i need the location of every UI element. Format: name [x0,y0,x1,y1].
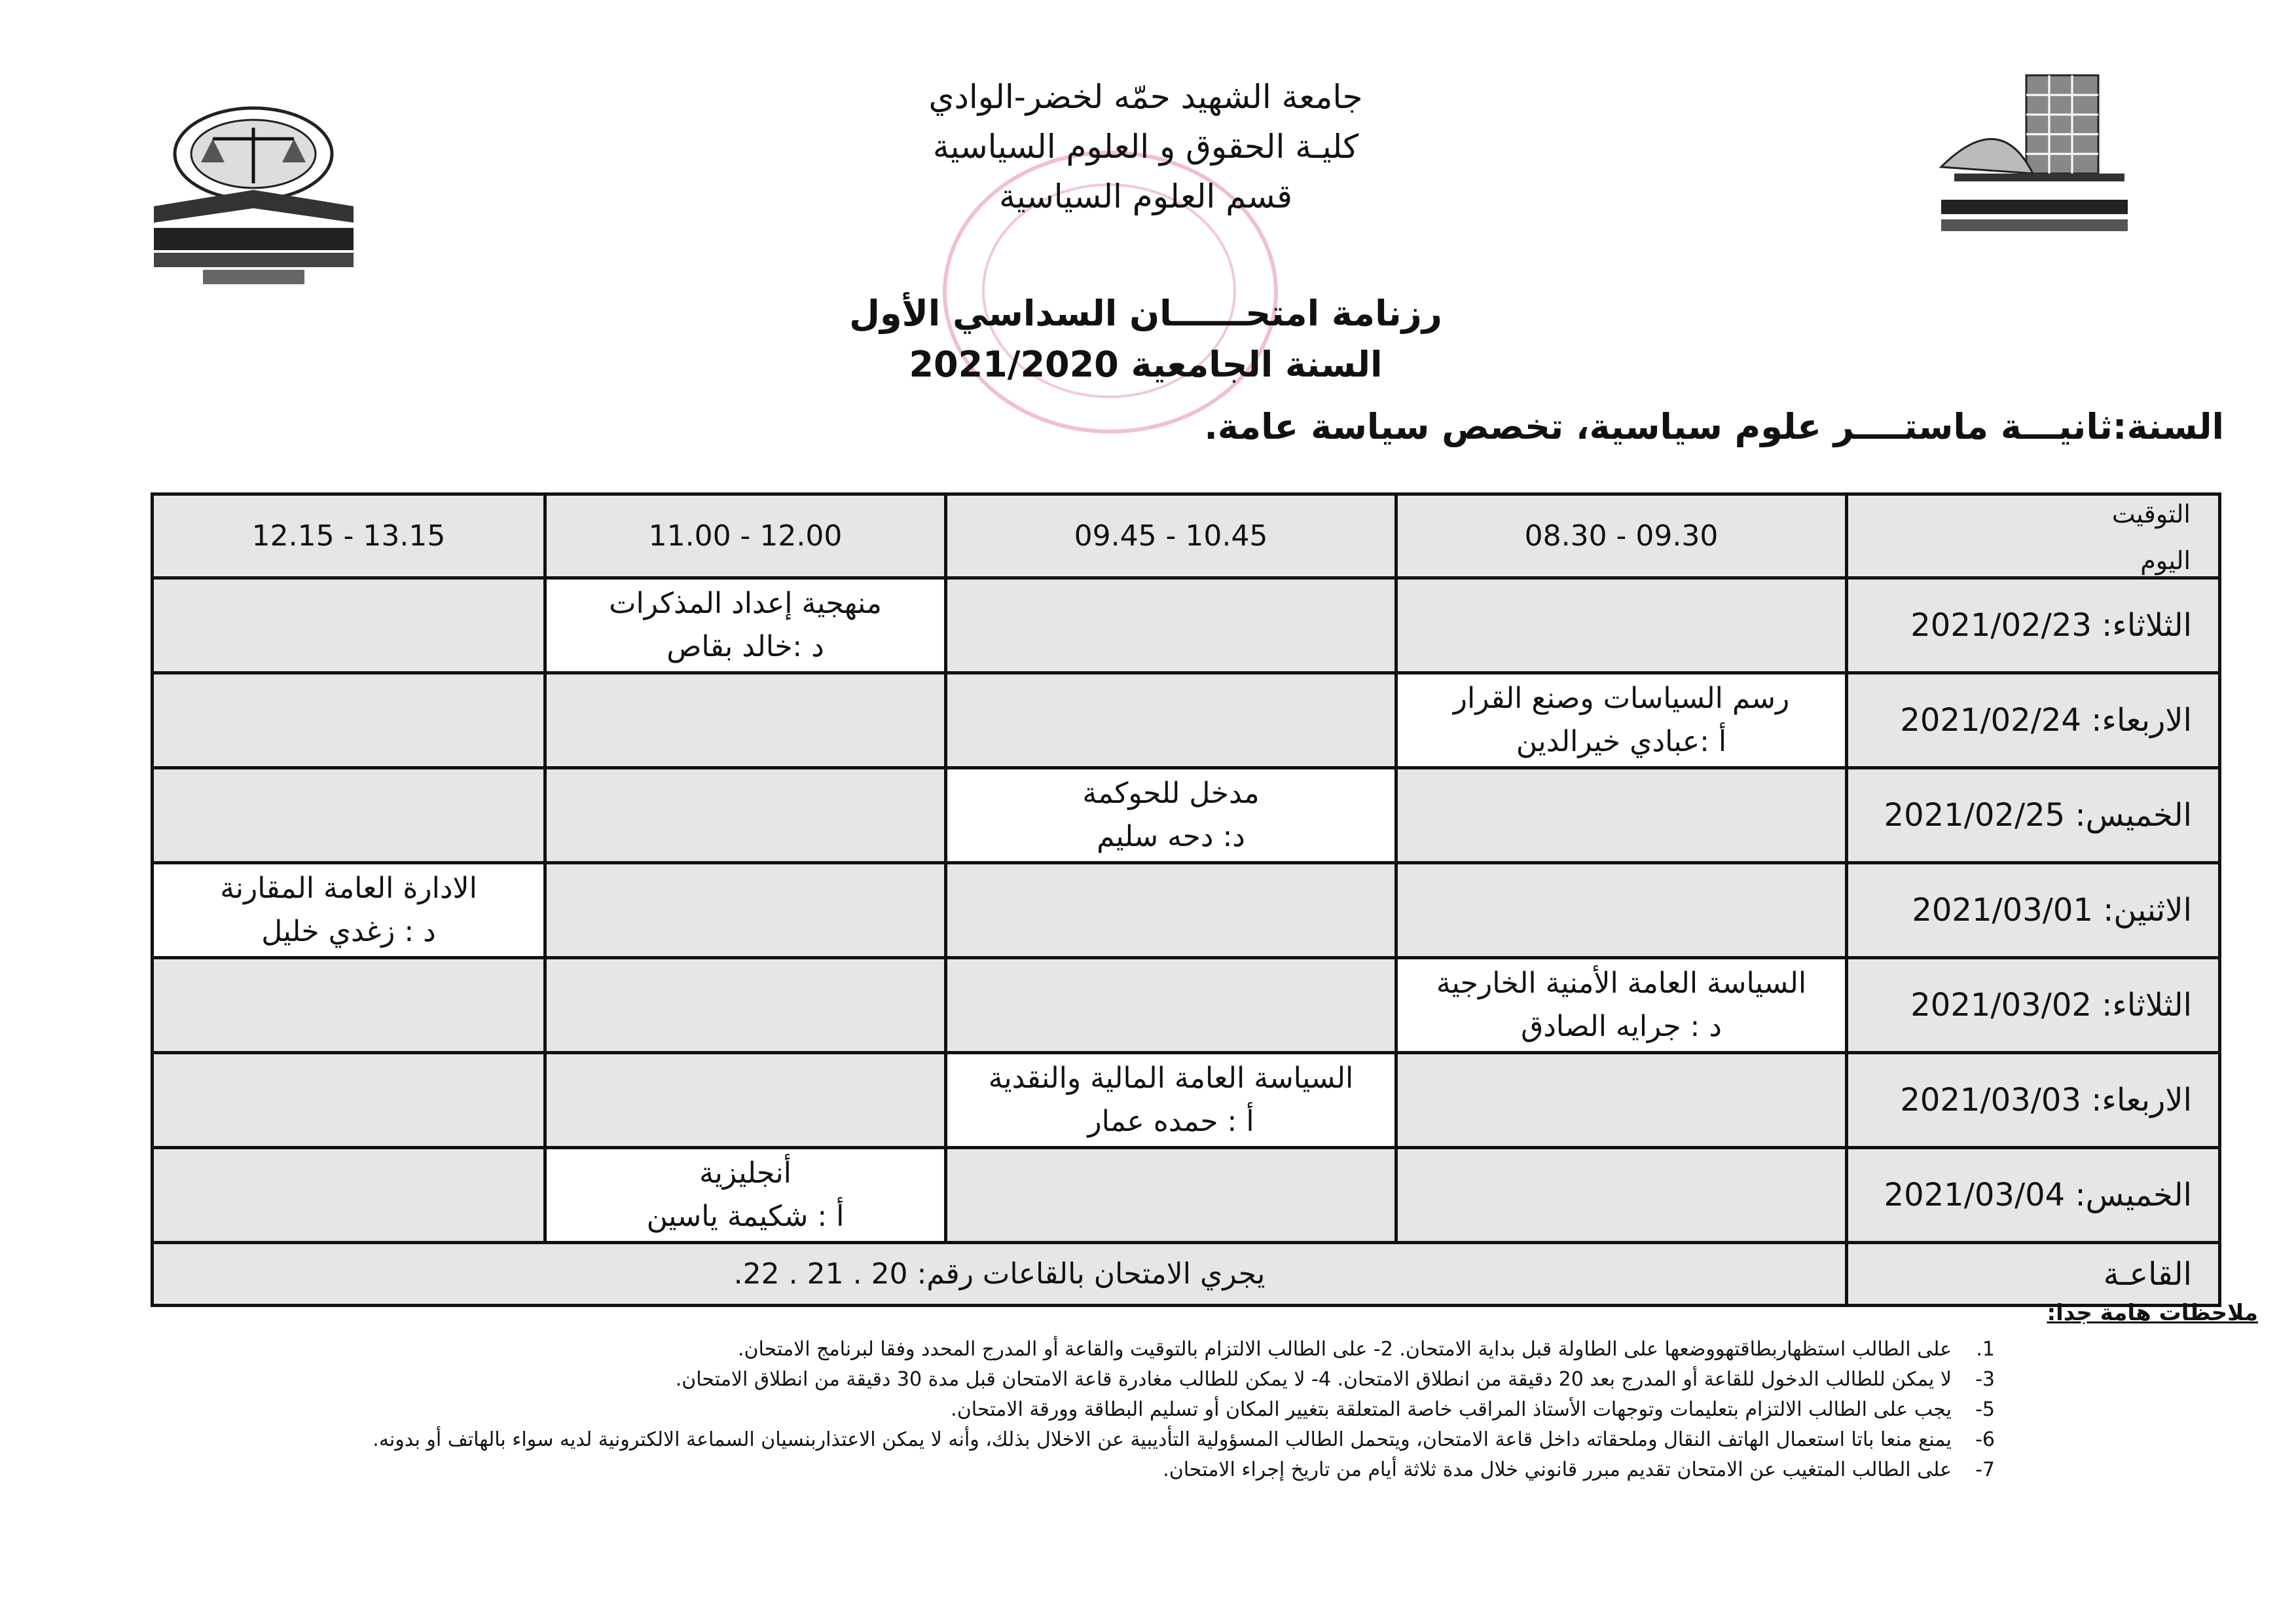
time-slot-2: 10.45 - 09.45 [946,494,1396,578]
empty-cell [545,673,946,768]
faculty-logo [141,92,367,291]
exam-teacher: د: دحه سليم [1097,820,1245,853]
empty-cell [1396,1148,1847,1243]
table-row [153,673,2220,768]
corner-cell [1847,494,2220,578]
hall-text: يجري الامتحان بالقاعات رقم: 20 . 21 . 22. [153,1243,1847,1306]
note-text: على الطالب استظهاربطاقتهووضعها على الطاولة قبل بداية الامتحان. 2- على الطالب الالتزام بالتوقيت والقاعة أو المدرج المحدد وفقا لبرنامج الامتحان. [737,1338,1952,1361]
note-item [162,1336,1995,1363]
exam-teacher: أ :عبادي خيرالدين [1516,725,1727,758]
empty-cell [946,958,1396,1053]
day-cell: الخميس: 2021/02/25 [1847,768,2220,863]
day-cell: الاربعاء: 2021/03/03 [1847,1053,2220,1148]
exam-subject: الادارة العامة المقارنة [220,872,477,905]
empty-cell [153,673,545,768]
exam-teacher: أ : حمده عمار [1087,1105,1254,1138]
exam-cell [1396,958,1847,1053]
exam-schedule-table [151,492,2221,1307]
note-item [162,1426,1995,1454]
exam-teacher: أ : شكيمة ياسين [646,1200,845,1233]
empty-cell [153,768,545,863]
exam-subject: السياسة العامة المالية والنقدية [988,1061,1354,1095]
university-name: جامعة الشهيد حمّه لخضر-الوادي [928,78,1363,116]
note-text: على الطالب المتغيب عن الامتحان تقديم مبرر قانوني خلال مدة ثلاثة أيام من تاريخ إجراء الامتحان. [1163,1458,1952,1481]
notes-list [162,1336,1995,1486]
exam-teacher: د : زغدي خليل [261,915,436,948]
empty-cell [545,768,946,863]
exam-cell [946,768,1396,863]
note-number: 6- [1975,1428,1995,1451]
empty-cell [545,863,946,958]
empty-cell [153,1148,545,1243]
title-line-2: السنة الجامعية 2021/2020 [909,344,1383,385]
schedule-body [153,494,2220,1306]
day-cell: الثلاثاء: 2021/03/02 [1847,958,2220,1053]
note-number: 3- [1975,1368,1995,1391]
table-row [153,863,2220,958]
time-slot-3: 12.00 - 11.00 [545,494,946,578]
hall-label: القاعـة [1847,1243,2220,1306]
corner-day-label: اليوم [2140,546,2191,575]
note-item [162,1456,1995,1484]
header-row [153,494,2220,578]
empty-cell [153,1053,545,1148]
exam-cell [1396,673,1847,768]
table-row [153,768,2220,863]
exam-subject: أنجليزية [699,1156,792,1190]
note-text: يجب على الطالب الالتزام بتعليمات وتوجهات الأستاذ المراقب خاصة المتعلقة بتغيير المكان أو تسليم البطاقة وورقة الامتحان. [951,1398,1952,1421]
table-row [153,1053,2220,1148]
title-line-1: رزنامة امتحــــــان السداسي الأول [849,293,1442,334]
table-row [153,578,2220,673]
day-cell: الاربعاء: 2021/02/24 [1847,673,2220,768]
study-year-line: السنة:ثانيـــة ماستــــر علوم سياسية، تخصص سياسة عامة. [1204,406,2224,447]
note-item [162,1366,1995,1393]
note-text: يمنع منعا باتا استعمال الهاتف النقال وملحقاته داخل قاعة الامتحان، ويتحمل الطالب المسؤولية التأديبية عن الاخلال بذلك، وأنه لا يمكن الاعتذاربنسيان السماعة الالكترونية لديه سواء بالهاتف أو بدونه. [373,1428,1952,1451]
note-number: 1. [1976,1338,1995,1361]
exam-cell [153,863,545,958]
exam-cell [946,1053,1396,1148]
note-number: 5- [1975,1398,1995,1421]
empty-cell [153,578,545,673]
exam-teacher: د : جرايه الصادق [1521,1010,1722,1043]
empty-cell [545,1053,946,1148]
empty-cell [153,958,545,1053]
day-cell: الاثنين: 2021/03/01 [1847,863,2220,958]
empty-cell [946,673,1396,768]
empty-cell [946,1148,1396,1243]
empty-cell [545,958,946,1053]
time-slot-1: 09.30 - 08.30 [1396,494,1847,578]
empty-cell [946,863,1396,958]
empty-cell [1396,863,1847,958]
note-text: لا يمكن للطالب الدخول للقاعة أو المدرج بعد 20 دقيقة من انطلاق الامتحان. 4- لا يمكن للطالب مغادرة قاعة الامتحان قبل مدة 30 دقيقة من انطلاق الامتحان. [675,1368,1952,1391]
day-cell: الخميس: 2021/03/04 [1847,1148,2220,1243]
department-name: قسم العلوم السياسية [999,177,1292,215]
document-title [818,288,1473,390]
hall-row [153,1243,2220,1306]
exam-cell [545,578,946,673]
exam-cell [545,1148,946,1243]
time-slot-4: 13.15 - 12.15 [153,494,545,578]
exam-teacher: د :خالد بقاص [666,630,824,663]
empty-cell [1396,768,1847,863]
institution-header [786,72,1506,221]
note-number: 7- [1975,1458,1995,1481]
exam-subject: منهجية إعداد المذكرات [609,587,882,620]
exam-subject: السياسة العامة الأمنية الخارجية [1436,967,1807,1000]
empty-cell [1396,1053,1847,1148]
corner-time-label: التوقيت [2111,500,2191,528]
exam-subject: مدخل للحوكمة [1082,777,1260,810]
exam-subject: رسم السياسات وصنع القرار [1453,682,1790,715]
empty-cell [946,578,1396,673]
day-cell: الثلاثاء: 2021/02/23 [1847,578,2220,673]
university-logo [1928,69,2138,239]
empty-cell [1396,578,1847,673]
table-row [153,958,2220,1053]
notes-title: ملاحظات هامة جدا: [2047,1300,2258,1326]
table-row [153,1148,2220,1243]
faculty-name: كليـة الحقوق و العلوم السياسية [932,128,1359,166]
note-item [162,1396,1995,1424]
